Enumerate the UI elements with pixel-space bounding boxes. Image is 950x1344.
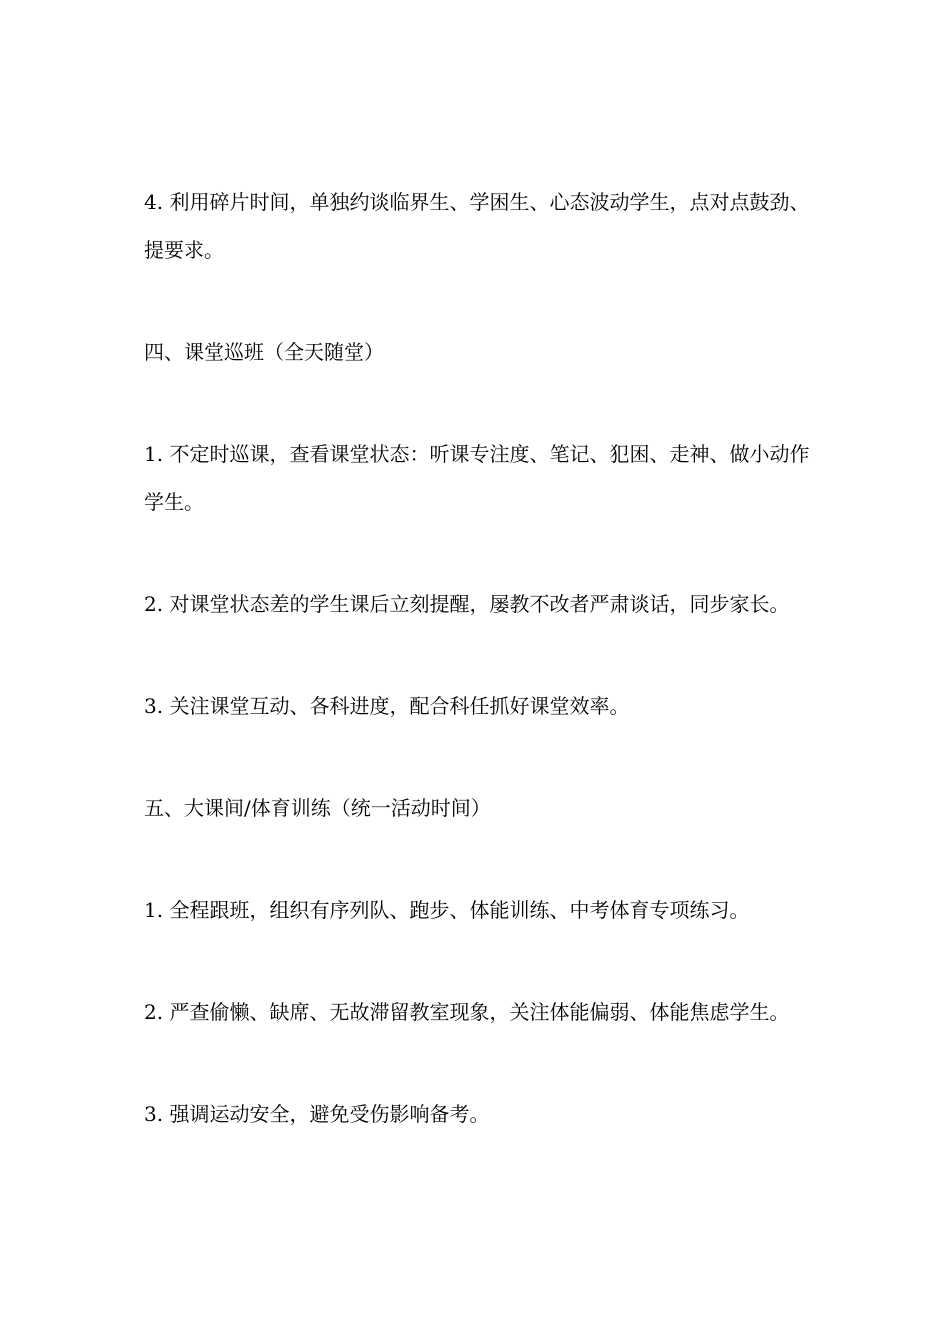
paragraph-item-2: 2. 严查偷懒、缺席、无故滞留教室现象，关注体能偏弱、体能焦虑学生。 [144, 1000, 790, 1024]
section-heading-4: 四、课堂巡班（全天随堂） [144, 340, 384, 364]
paragraph-item-4: 4. 利用碎片时间，单独约谈临界生、学困生、心态波动学生，点对点鼓劲、提要求。 [144, 190, 810, 262]
paragraph-item-3: 3. 关注课堂互动、各科进度，配合科任抓好课堂效率。 [144, 694, 630, 718]
paragraph-item-2: 2. 对课堂状态差的学生课后立刻提醒，屡教不改者严肃谈话，同步家长。 [144, 592, 790, 616]
paragraph-item-1: 1. 全程跟班，组织有序列队、跑步、体能训练、中考体育专项练习。 [144, 898, 750, 922]
section-heading-5: 五、大课间/体育训练（统一活动时间） [144, 796, 491, 820]
document-body [144, 178, 814, 1192]
paragraph-item-3: 3. 强调运动安全，避免受伤影响备考。 [144, 1102, 490, 1126]
paragraph-item-1: 1. 不定时巡课，查看课堂状态：听课专注度、笔记、犯困、走神、做小动作学生。 [144, 442, 810, 514]
